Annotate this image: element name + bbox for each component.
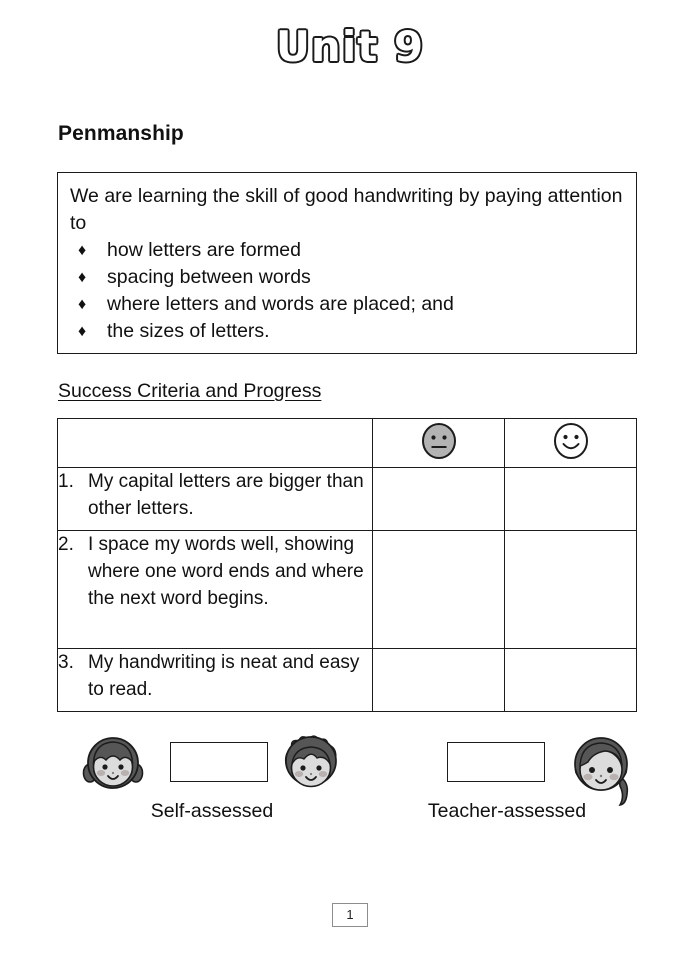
criteria-cell xyxy=(58,531,373,649)
header-cell-criteria xyxy=(58,419,373,468)
list-item-label: spacing between words xyxy=(107,266,311,288)
table-header-row xyxy=(58,419,637,468)
diamond-bullet-icon: ♦ xyxy=(78,323,87,340)
diamond-bullet-icon: ♦ xyxy=(78,242,87,259)
list-item xyxy=(70,318,624,345)
header-cell-neutral xyxy=(373,419,505,468)
success-criteria-table xyxy=(57,418,637,712)
success-criteria-heading: Success Criteria and Progress xyxy=(58,380,322,402)
teacher-assessed-label: Teacher-assessed xyxy=(427,800,587,822)
list-item xyxy=(70,264,624,291)
list-item-label: how letters are formed xyxy=(107,239,302,261)
list-item xyxy=(70,237,624,264)
criteria-text: I space my words well, showing where one word ends and where the next word begins. xyxy=(88,534,364,609)
self-assessment-box[interactable] xyxy=(170,742,268,782)
happy-check-cell[interactable] xyxy=(505,468,637,531)
assessment-footer xyxy=(57,730,637,835)
girl-avatar-icon xyxy=(82,732,144,799)
table-row xyxy=(58,649,637,712)
table-row xyxy=(58,468,637,531)
boy-avatar-icon xyxy=(280,732,342,799)
list-item-label: the sizes of letters. xyxy=(107,320,270,342)
learning-intention-list xyxy=(70,237,624,345)
self-assessed-label: Self-assessed xyxy=(150,800,274,822)
list-item-label: where letters and words are placed; and xyxy=(107,293,454,315)
diamond-bullet-icon: ♦ xyxy=(78,296,87,313)
teacher-assessment-group xyxy=(377,730,637,835)
happy-check-cell[interactable] xyxy=(505,531,637,649)
diamond-bullet-icon: ♦ xyxy=(78,269,87,286)
list-item xyxy=(70,291,624,318)
criteria-text: My handwriting is neat and easy to read. xyxy=(88,652,360,700)
happy-check-cell[interactable] xyxy=(505,649,637,712)
neutral-check-cell[interactable] xyxy=(373,649,505,712)
header-cell-happy xyxy=(505,419,637,468)
criteria-number: 1. xyxy=(58,471,74,492)
criteria-number: 2. xyxy=(58,534,74,555)
criteria-cell xyxy=(58,468,373,531)
neutral-face-icon xyxy=(420,422,458,465)
teacher-assessment-box[interactable] xyxy=(447,742,545,782)
learning-intention-box xyxy=(57,172,637,354)
page-number: 1 xyxy=(332,903,368,927)
page-title: Unit 9 xyxy=(275,22,425,71)
smiley-face-icon xyxy=(552,422,590,465)
section-heading: Penmanship xyxy=(58,122,184,145)
neutral-check-cell[interactable] xyxy=(373,468,505,531)
neutral-check-cell[interactable] xyxy=(373,531,505,649)
self-assessment-group xyxy=(82,730,342,835)
criteria-number: 3. xyxy=(58,652,74,673)
table-row xyxy=(58,531,637,649)
criteria-text: My capital letters are bigger than other letters. xyxy=(88,471,364,519)
criteria-cell xyxy=(58,649,373,712)
learning-intention-text: We are learning the skill of good handwriting by paying attention to xyxy=(70,185,623,234)
